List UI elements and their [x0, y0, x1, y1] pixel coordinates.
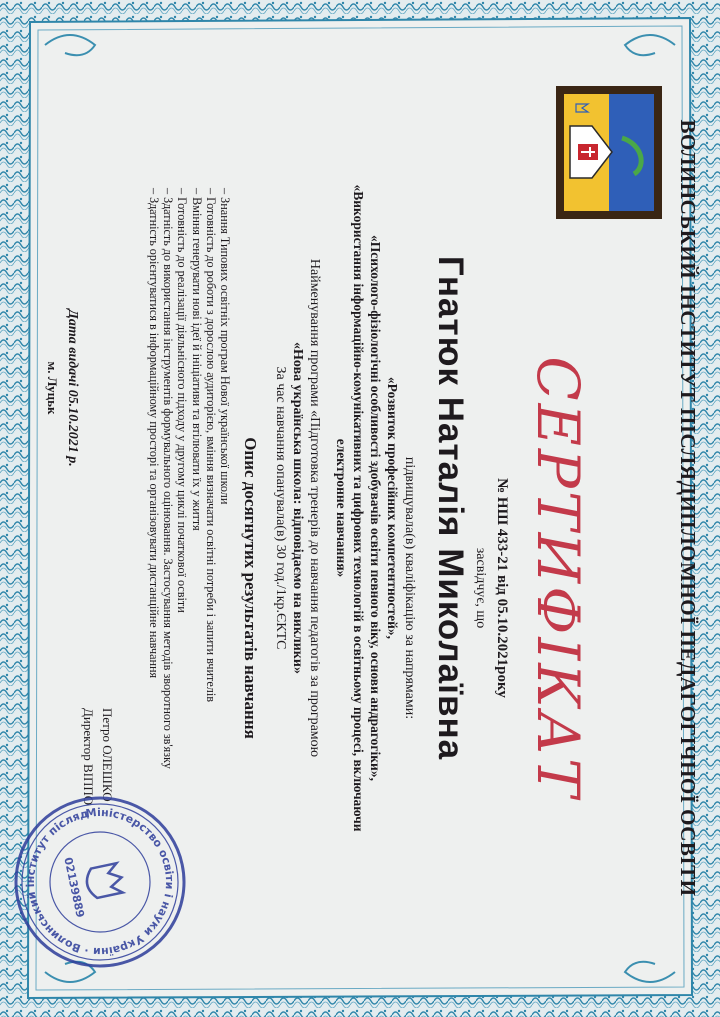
certifies-text: засвідчує, що: [473, 547, 488, 629]
svg-text:02139889: 02139889: [61, 856, 87, 919]
direction-item: електронне навчання»: [334, 438, 349, 578]
outcome-item: – Вміння генерувати нові ідеї й ініціативи та втілювати їх у життя: [189, 188, 204, 531]
direction-item: «Розвиток професійних компетентностей»,: [385, 376, 400, 640]
signer-role: Директор ВІППО: [81, 708, 96, 806]
issue-date: Дата видачі 05.10.2021 р.: [65, 309, 80, 467]
qualification-text: підвищувала(в) кваліфікацію за напрямами:: [402, 456, 417, 720]
certificate-title: СЕРТИФІКАТ: [524, 356, 592, 800]
outcome-item: – Здатність орієнтуватися в інформаційному просторі та організовувати дистанційне навчання: [146, 188, 161, 679]
outcome-item: – Здатність до використання інструментів формувального оцінювання. Застосування методів зворотного зв'язку: [161, 188, 176, 769]
institute-logo: [556, 86, 662, 219]
program-line: За час навчання опанувала(в) 30 год./1кр.ЄКТС: [273, 366, 288, 650]
certificate-content: [10, 8, 710, 1008]
recipient-name: Гнатюк Наталія Миколаївна: [431, 255, 470, 761]
official-stamp: [10, 792, 190, 972]
outcome-item: – Готовність до реалізації діяльнісного підходу у другому циклі початкової освіти: [175, 188, 190, 613]
program-line: Найменування програми «Підготовка тренерів до навчання педагогів за програмою: [307, 258, 322, 758]
direction-item: «Використання інформаційно-комунікативних та цифрових технологій в освітньому процесі, включаючи: [351, 184, 366, 832]
certificate-number: № НШ 433-21 від 05.10.2021року: [494, 478, 510, 698]
outcome-item: – Знання Типових освітніх програм Нової української школи: [218, 188, 232, 505]
institute-name: ВОЛИНСЬКИЙ ІНСТИТУТ ПІСЛЯДИПЛОМНОЇ ПЕДАГОГІЧНОЇ ОСВІТИ: [676, 119, 700, 897]
issue-city: м. Луцьк: [45, 361, 60, 415]
program-line: «Нова українська школа: відповідаємо на виклики»: [290, 342, 305, 674]
svg-text:Міністерство освіти і науки Ук: Міністерство освіти і науки України · Волинський інститут післядипломної: [23, 805, 177, 959]
signer-name: Петро ОЛЕШКО: [100, 708, 115, 802]
direction-item: «Психолого-фізіологічні особливості здобувачів освіти певного віку, основи андрагогіки»,: [368, 235, 383, 781]
outcome-item: – Готовність до роботи з дорослою аудиторією, вміння визначати освітні потреби і запити вчителів: [203, 188, 218, 703]
outcomes-title: Опис досягнутих результатів навчання: [241, 437, 260, 739]
outcomes-list: [147, 188, 232, 788]
